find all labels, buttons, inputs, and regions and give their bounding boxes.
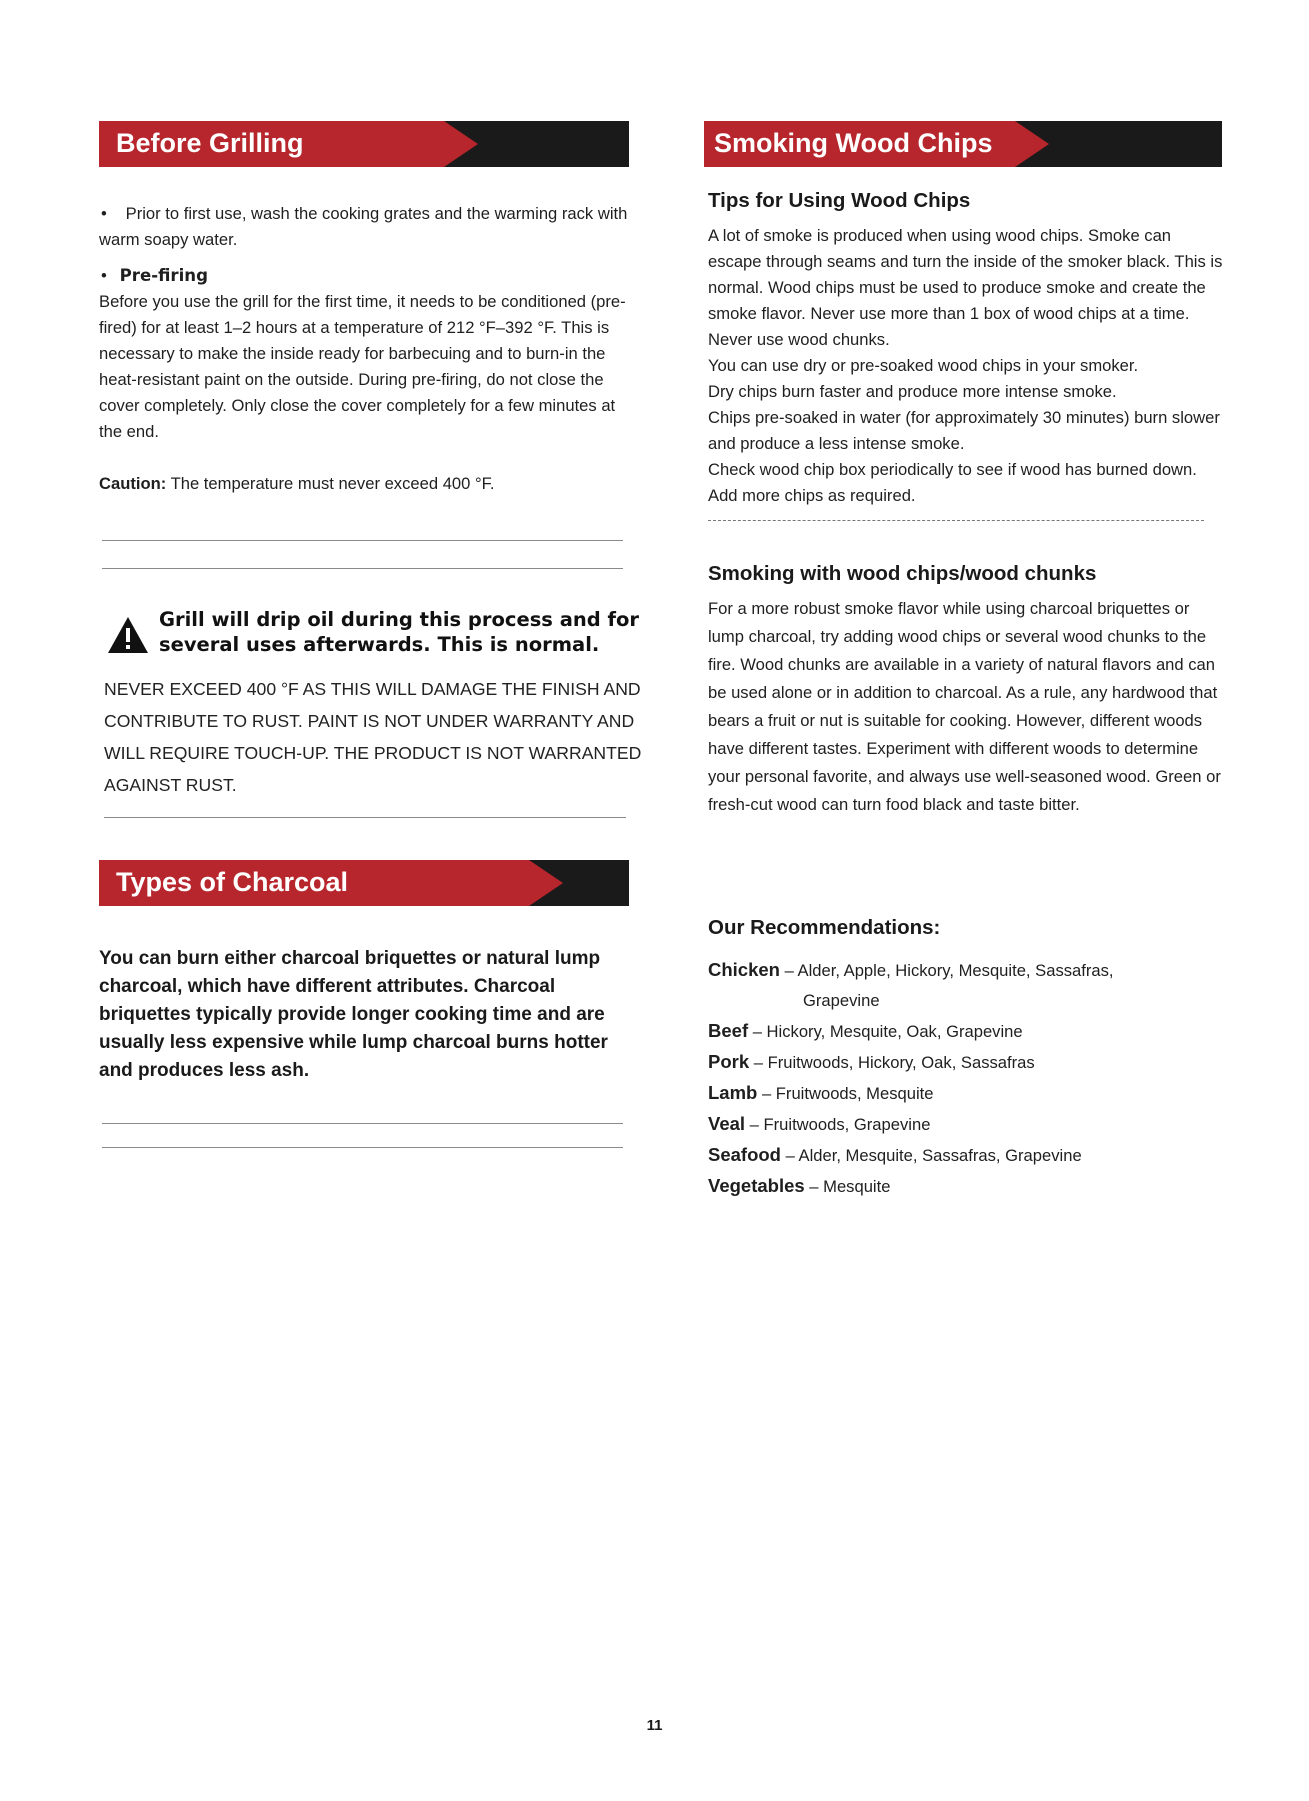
chunks-text: For a more robust smoke flavor while using charcoal briquettes or lump charcoal, try adding wood chips or several wood chunks to the fire. Wood chunks are available in a variety of natural flavors and can be used alone or in addition to charcoal. As a rule, any hardwood that bears a fruit or nut is suitable for cooking. However, different woods have different tastes. Experiment with different woods to determine your personal favorite, and always use well-seasoned wood. Green or fresh-cut wood can turn food black and taste bitter. [708, 599, 1221, 814]
prefiring-label: Pre-firing [119, 266, 208, 285]
warning-text: Grill will drip oil during this process and for several uses afterwards. This is normal. [159, 608, 639, 656]
recommendations-heading: Our Recommendations: [708, 916, 941, 939]
meat-label: Veal [708, 1113, 746, 1134]
types-of-charcoal-banner [99, 860, 629, 906]
caution-text: The temperature must never exceed 400 °F. [166, 474, 495, 493]
meat-label: Chicken [708, 959, 780, 980]
divider [102, 1147, 623, 1148]
before-grilling-title: Before Grilling [116, 128, 304, 158]
chunks-heading: Smoking with wood chips/wood chunks [708, 562, 1097, 585]
wash-grates-bullet [99, 201, 639, 253]
tips-heading: Tips for Using Wood Chips [708, 189, 971, 212]
recommendation-item [708, 1047, 1228, 1078]
smoking-wood-chips-banner [704, 121, 1222, 167]
bullet-marker: • [101, 204, 107, 223]
wood-list: – Hickory, Mesquite, Oak, Grapevine [748, 1022, 1023, 1041]
dashed-divider [708, 520, 1204, 521]
recommendation-item [708, 1016, 1228, 1047]
recommendation-item-continued [708, 986, 1228, 1016]
meat-label: Lamb [708, 1082, 758, 1103]
before-grilling-banner [99, 121, 629, 167]
divider [102, 1123, 623, 1124]
wood-list: – Fruitwoods, Grapevine [745, 1115, 931, 1134]
warranty-notice: NEVER EXCEED 400 °F AS THIS WILL DAMAGE THE FINISH AND CONTRIBUTE TO RUST. PAINT IS NOT UNDER WARRANTY AND WILL REQUIRE TOUCH-UP. THE PRODUCT IS NOT WARRANTED AGAINST RUST. [104, 679, 642, 795]
wood-list: – Alder, Mesquite, Sassafras, Grapevine [780, 1146, 1082, 1165]
caution-label: Caution: [99, 474, 167, 493]
charcoal-description: You can burn either charcoal briquettes or natural lump charcoal, which have different attributes. Charcoal briquettes typically provide longer cooking time and are usually less expensive while lump charcoal burns hotter and produces less ash. [99, 948, 608, 1081]
wood-list: – Fruitwoods, Mesquite [757, 1084, 934, 1103]
caution-line [99, 471, 639, 497]
tips-line: Check wood chip box periodically to see if wood has burned down. Add more chips as required. [708, 460, 1197, 505]
wood-list: Grapevine [803, 991, 880, 1010]
page-number: 11 [646, 1717, 663, 1734]
wash-grates-text: Prior to first use, wash the cooking grates and the warming rack with warm soapy water. [99, 204, 628, 249]
recommendation-item [708, 955, 1228, 986]
tips-text [708, 223, 1228, 509]
divider [104, 817, 626, 818]
warning-triangle-icon [107, 616, 149, 654]
tips-line: Dry chips burn faster and produce more intense smoke. [708, 382, 1117, 401]
prefiring-label-line [99, 263, 639, 289]
wood-list: – Fruitwoods, Hickory, Oak, Sassafras [749, 1053, 1035, 1072]
meat-label: Vegetables [708, 1175, 805, 1196]
meat-label: Seafood [708, 1144, 781, 1165]
recommendations-list [708, 955, 1228, 1202]
smoking-wood-chips-title: Smoking Wood Chips [714, 128, 993, 158]
wood-list: – Mesquite [804, 1177, 891, 1196]
tips-line: You can use dry or pre-soaked wood chips in your smoker. [708, 356, 1139, 375]
tips-paragraph: A lot of smoke is produced when using wood chips. Smoke can escape through seams and turn the inside of the smoker black. This is normal. Wood chips must be used to produce smoke and create the smoke flavor. Never use more than 1 box of wood chips at a time. Never use wood chunks. [708, 226, 1223, 349]
recommendation-item [708, 1109, 1228, 1140]
recommendation-item [708, 1171, 1228, 1202]
recommendation-item [708, 1140, 1228, 1171]
tips-line: Chips pre-soaked in water (for approximately 30 minutes) burn slower and produce a less intense smoke. [708, 408, 1220, 453]
meat-label: Beef [708, 1020, 749, 1041]
prefiring-text: Before you use the grill for the first time, it needs to be conditioned (pre-fired) for at least 1–2 hours at a temperature of 212 °F–392 °F. This is necessary to make the inside ready for barbecuing and to burn-in the heat-resistant paint on the outside. During pre-firing, do not close the cover completely. Only close the cover completely for a few minutes at the end. [99, 292, 626, 441]
divider [102, 540, 623, 541]
divider [102, 568, 623, 569]
meat-label: Pork [708, 1051, 750, 1072]
recommendation-item [708, 1078, 1228, 1109]
bullet-marker: • [101, 266, 107, 285]
types-of-charcoal-title: Types of Charcoal [116, 867, 349, 897]
wood-list: – Alder, Apple, Hickory, Mesquite, Sassafras, [779, 961, 1114, 980]
